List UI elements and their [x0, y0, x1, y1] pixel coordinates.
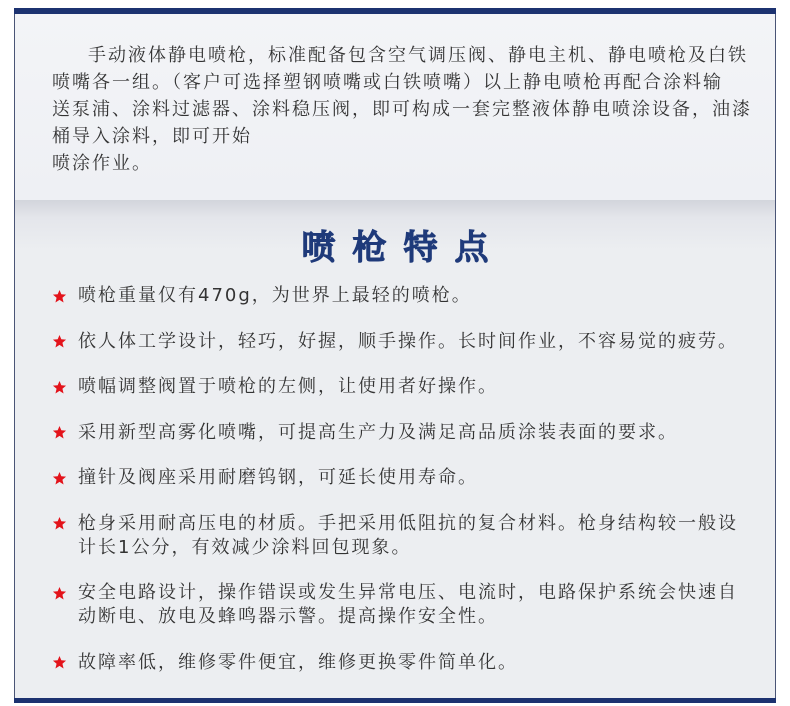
feature-text: [78, 466, 478, 490]
feature-item: [52, 284, 759, 308]
star-icon: [52, 284, 78, 308]
feature-item: [52, 375, 759, 399]
star-icon: [52, 512, 78, 536]
feature-line: 喷幅调整阀置于喷枪的左侧，让使用者好操作。: [78, 376, 498, 397]
feature-line: 计长1公分，有效减少涂料回包现象。: [78, 536, 412, 558]
star-icon: [52, 421, 78, 445]
feature-text: [78, 375, 498, 399]
content-frame: [14, 8, 776, 703]
bottom-bar: [14, 698, 776, 703]
feature-text: [78, 512, 738, 560]
feature-item: [52, 512, 759, 560]
star-icon: [52, 651, 78, 675]
feature-line: 采用新型高雾化喷嘴，可提高生产力及满足高品质涂装表面的要求。: [78, 421, 678, 443]
feature-item: [52, 466, 759, 490]
feature-item: [52, 581, 759, 629]
feature-item: [52, 651, 759, 675]
star-icon: [52, 466, 78, 490]
feature-line: 喷枪重量仅有470g，为世界上最轻的喷枪。: [78, 285, 472, 306]
feature-line: 动断电、放电及蜂鸣器示警。提高操作安全性。: [78, 606, 498, 627]
intro-line: 喷嘴各一组。（客户可选择塑钢喷嘴或白铁喷嘴）以上静电喷枪再配合涂料输: [52, 71, 723, 93]
feature-line: 安全电路设计，操作错误或发生异常电压、电流时，电路保护系统会快速自: [78, 582, 738, 603]
intro-section: [15, 14, 775, 200]
feature-text: [78, 581, 738, 629]
intro-line: 手动液体静电喷枪，标准配备包含空气调压阀、静电主机、静电喷枪及白铁: [88, 44, 748, 66]
intro-line: 桶导入涂料，即可开始: [52, 125, 252, 147]
feature-line: 依人体工学设计，轻巧，好握，顺手操作。长时间作业，不容易觉的疲劳。: [78, 330, 738, 352]
intro-line: 送泵浦、涂料过滤器、涂料稳压阀，即可构成一套完整液体静电喷涂设备，油漆: [52, 98, 752, 120]
feature-line: 撞针及阀座采用耐磨钨钢，可延长使用寿命。: [78, 467, 478, 488]
feature-line: 枪身采用耐高压电的材质。手把采用低阻抗的复合材料。枪身结构较一般设: [78, 512, 738, 534]
star-icon: [52, 375, 78, 399]
features-section: [15, 200, 775, 698]
feature-list: [15, 284, 775, 675]
feature-text: [78, 330, 738, 354]
feature-text: [78, 284, 472, 308]
star-icon: [52, 330, 78, 354]
feature-text: [78, 421, 678, 445]
feature-item: [52, 421, 759, 445]
feature-item: [52, 330, 759, 354]
features-title: 喷枪特点: [301, 228, 506, 268]
intro-line: 喷涂作业。: [52, 152, 152, 174]
feature-text: [78, 651, 518, 675]
intro-paragraph: [52, 42, 759, 177]
star-icon: [52, 581, 78, 605]
feature-line: 故障率低，维修零件便宜，维修更换零件简单化。: [78, 651, 518, 673]
